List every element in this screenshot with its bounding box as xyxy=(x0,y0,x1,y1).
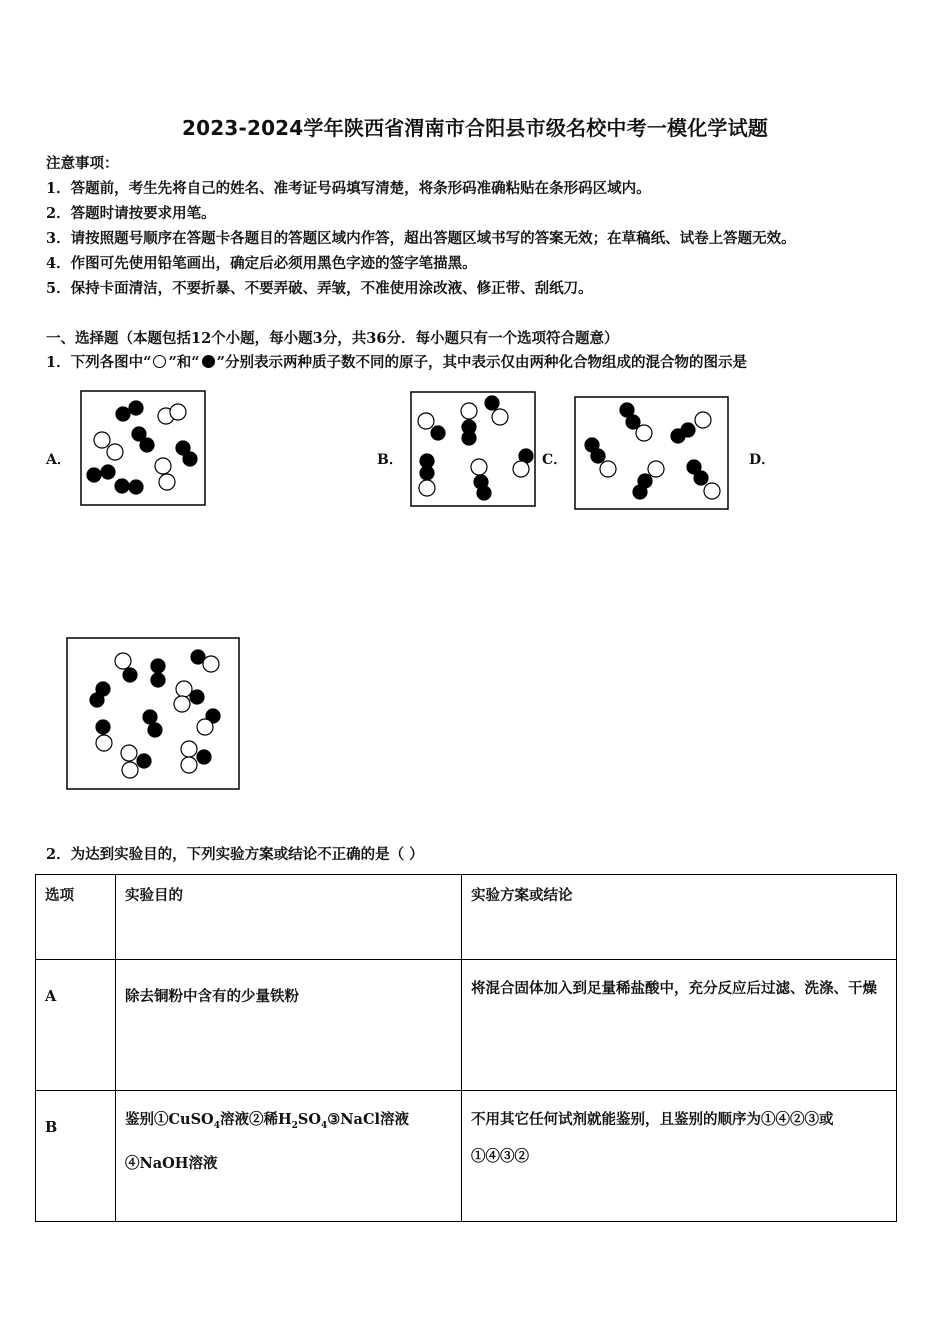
row-b-purpose xyxy=(116,1091,462,1222)
row-b-option: B xyxy=(36,1091,116,1222)
page-title: 2023-2024学年陕西省渭南市合阳县市级名校中考一模化学试题 xyxy=(181,116,769,140)
filled-atom-icon xyxy=(202,355,215,368)
notice-item-5: 5．保持卡面清洁，不要折暴、不要弄破、弄皱，不准使用涂改液、修正带、刮纸刀。 xyxy=(46,280,593,297)
q2-table xyxy=(35,874,897,1222)
diagram-option-d xyxy=(66,637,240,790)
notice-item-4: 4．作图可先使用铅笔画出，确定后必须用黑色字迹的签字笔描黑。 xyxy=(46,255,477,272)
notice-item-2: 2．答题时请按要求用笔。 xyxy=(46,205,216,222)
diagram-option-a xyxy=(80,390,206,506)
q1-stem-mid1: ”和“ xyxy=(168,354,200,371)
diagram-option-b xyxy=(410,391,536,507)
q1-stem-mid2: ”分别表示两种质子数不同的原子，其中表示仅由两种化合物组成的混合物的图示是 xyxy=(216,354,747,371)
subscript: 2 xyxy=(291,1120,298,1131)
option-label-d: D． xyxy=(749,452,776,468)
notice-item-1: 1．答题前，考生先将自己的姓名、准考证号码填写清楚，将条形码准确粘贴在条形码区域内。 xyxy=(46,180,651,197)
table-row xyxy=(36,1091,897,1222)
purpose-text: ③NaCl溶液④NaOH溶液 xyxy=(125,1111,409,1172)
option-label-a: A． xyxy=(46,452,71,468)
subscript: 4 xyxy=(321,1120,328,1131)
option-label-b: B． xyxy=(377,452,403,468)
diagram-option-c xyxy=(574,396,729,510)
q1-stem-prefix: 1．下列各图中“ xyxy=(46,354,152,371)
table-row xyxy=(36,960,897,1091)
option-label-c: C． xyxy=(542,452,568,468)
open-atom-icon xyxy=(153,355,166,368)
subscript: 4 xyxy=(213,1120,220,1131)
row-b-plan: 不用其它任何试剂就能鉴别，且鉴别的顺序为①④②③或①④③② xyxy=(462,1091,897,1222)
section1-heading: 一、选择题（本题包括12个小题，每小题3分，共36分．每小题只有一个选项符合题意） xyxy=(46,330,619,347)
header-option: 选项 xyxy=(36,875,116,960)
row-a-option: A xyxy=(36,960,116,1091)
row-a-purpose: 除去铜粉中含有的少量铁粉 xyxy=(116,960,462,1091)
notice-heading: 注意事项： xyxy=(46,155,119,172)
q2-stem: 2．为达到实验目的，下列实验方案或结论不正确的是（ ） xyxy=(46,846,424,863)
purpose-text: SO xyxy=(297,1111,322,1128)
purpose-text: 溶液②稀H xyxy=(219,1111,292,1128)
header-purpose: 实验目的 xyxy=(116,875,462,960)
header-plan: 实验方案或结论 xyxy=(462,875,897,960)
table-header-row xyxy=(36,875,897,960)
notice-item-3: 3．请按照题号顺序在答题卡各题目的答题区域内作答，超出答题区域书写的答案无效；在草稿纸、试卷上答题无效。 xyxy=(46,230,796,247)
q1-stem xyxy=(46,351,747,372)
purpose-text: 鉴别①CuSO xyxy=(125,1111,214,1128)
row-a-plan: 将混合固体加入到足量稀盐酸中，充分反应后过滤、洗涤、干燥 xyxy=(462,960,897,1091)
